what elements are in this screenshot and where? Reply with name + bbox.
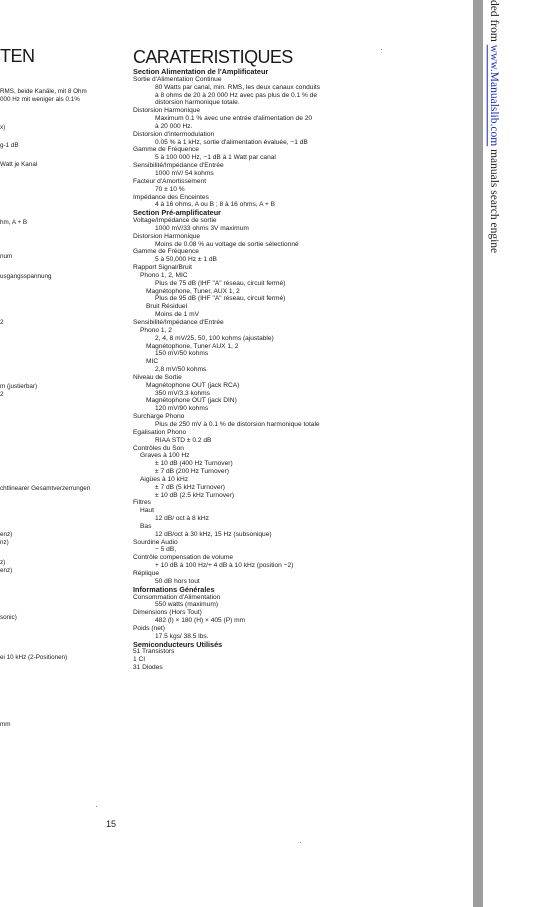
left-text-line: 000 Hz mit weniger als 0.1% bbox=[0, 96, 80, 103]
left-text-line: mm bbox=[0, 721, 11, 728]
spec-line: Sensibilité/Impédance d'Entrée bbox=[133, 319, 224, 326]
spec-line: ± 10 dB (400 Hz Turnover) bbox=[155, 460, 233, 468]
spec-line: 350 mV/3.3 kohms bbox=[155, 389, 210, 397]
spec-line: 150 mV/50 kohms bbox=[155, 350, 209, 358]
spec-line: Haut bbox=[140, 507, 154, 515]
spec-line: 120 mV/90 kohms bbox=[155, 405, 209, 413]
spec-line: Plus de 75 dB (IHF "A" réseau, circuit fermé) bbox=[155, 279, 286, 287]
left-column-heading: TEN bbox=[0, 46, 35, 66]
left-text-line: x) bbox=[0, 124, 6, 131]
left-text-line: enz) bbox=[0, 531, 13, 538]
spec-line: Plus de 95 dB (IHF "A" réseau, circuit fermé) bbox=[155, 295, 286, 303]
section-heading: Semiconducteurs Utilisés bbox=[133, 639, 223, 649]
spec-line: Dimensions (Hors Tout) bbox=[133, 609, 202, 617]
left-text-line: 2 bbox=[0, 319, 4, 326]
spec-line: 4 à 16 ohms, A ou B ; 8 à 16 ohms, A + B bbox=[155, 201, 276, 209]
scan-speck bbox=[300, 842, 301, 843]
spec-line: 482 (l) × 180 (H) × 405 (P) mm bbox=[155, 617, 246, 625]
spec-line: Distorsion Harmonique bbox=[133, 107, 201, 115]
left-text-line: chtlinearer Gesamtverzerrungen bbox=[0, 485, 91, 492]
spec-line: 17.5 kgs/ 38.5 lbs. bbox=[155, 632, 209, 640]
section-heading: Section Alimentation de l'Amplificateur bbox=[133, 67, 269, 76]
spec-line: 12 dB/ oct à 8 kHz bbox=[155, 515, 209, 523]
spec-line: 51 Transistors bbox=[133, 648, 175, 656]
spec-line: à 8 ohms de 20 à 20 000 Hz avec pas plus de 0.1 % de bbox=[155, 91, 318, 99]
spec-line: Niveau de Sortie bbox=[133, 373, 182, 381]
spec-line: 5 à 100 000 Hz, −1 dB à 1 Watt par canal bbox=[155, 154, 276, 162]
left-text-line: nz) bbox=[0, 539, 9, 546]
spec-line: 2,8 mV/50 kohms bbox=[155, 366, 207, 374]
spec-line: 0.05 % à 1 kHz, sortie d'alimentation évaluée, −1 dB bbox=[155, 138, 308, 146]
spec-line: Réplique bbox=[133, 570, 160, 577]
spec-line: Bas bbox=[140, 522, 152, 530]
spec-line: Moins de 0.08 % au voltage de sortie sélectionné bbox=[155, 240, 299, 248]
spec-line: Filtres bbox=[133, 499, 151, 507]
spec-line: Graves à 100 Hz bbox=[140, 452, 190, 460]
spec-line: ± 7 dB (200 Hz Turnover) bbox=[155, 468, 229, 476]
spec-line: Phono 1, 2, MIC bbox=[140, 271, 188, 279]
spec-line: Bruit Résiduel bbox=[146, 303, 188, 311]
spec-line: Impédance des Enceintes bbox=[133, 193, 209, 201]
specifications-column bbox=[133, 46, 463, 672]
section-heading: Section Pré-amplificateur bbox=[133, 208, 221, 218]
spec-line: Consommation d'Alimentation bbox=[133, 593, 221, 601]
watermark-prefix: ded from bbox=[488, 0, 500, 45]
left-text-line: RMS, beide Kanäle, mit 8 Ohm bbox=[0, 88, 87, 95]
scan-speck bbox=[381, 49, 382, 50]
spec-line: à 20 000 Hz. bbox=[155, 122, 193, 130]
spec-line: ± 10 dB (2.5 kHz Turnover) bbox=[155, 491, 235, 499]
left-text-line: num bbox=[0, 253, 13, 260]
spec-line: Sensibilité/Impédance d'Entrée bbox=[133, 162, 224, 170]
spec-line: Gamme de Fréquence bbox=[133, 248, 199, 256]
spec-line: Facteur d'Amortissement bbox=[133, 177, 207, 185]
left-text-line: 2 bbox=[0, 391, 4, 398]
spec-line: 12 dB/oct à 30 kHz, 15 Hz (subsonique) bbox=[155, 530, 272, 538]
watermark bbox=[486, 0, 500, 300]
spec-line: 1 CI bbox=[133, 656, 146, 664]
spec-line: 5 à 50,000 Hz ± 1 dB bbox=[155, 256, 217, 264]
left-text-line: sonic) bbox=[0, 614, 17, 621]
left-column-fragment bbox=[0, 46, 122, 728]
spec-line: 1000 mV/33 ohms 3V maximum bbox=[155, 224, 249, 232]
spec-line: Rapport Signal/Bruit bbox=[133, 264, 193, 272]
left-text-line: g-1 dB bbox=[0, 142, 19, 149]
spec-line: Surcharge Phono bbox=[133, 413, 185, 421]
watermark-link[interactable]: www.Manualslib.com bbox=[488, 44, 500, 147]
spec-line: 550 watts (maximum) bbox=[155, 601, 219, 609]
spec-line: Sourdine Audio bbox=[133, 538, 178, 546]
left-text-line: usgangsspannung bbox=[0, 273, 52, 280]
left-text-line: enz) bbox=[0, 567, 13, 574]
spec-line: 50 dB hors tout bbox=[155, 577, 200, 585]
spec-line: Gamme de Fréquence bbox=[133, 146, 199, 154]
left-text-line: Watt je Kanal bbox=[0, 161, 38, 168]
spec-line: 70 ± 10 % bbox=[155, 185, 185, 193]
left-text-line: m (justierbar) bbox=[0, 383, 38, 390]
page-number: 15 bbox=[106, 819, 117, 829]
left-text-line: hm, A + B bbox=[0, 219, 28, 226]
spec-line: Plus de 250 mV à 0.1 % de distorsion harmonique totale bbox=[155, 420, 320, 428]
spec-line: distorsion harmonique totale. bbox=[155, 99, 240, 107]
watermark-suffix: manuals search engine bbox=[488, 146, 500, 254]
section-heading: Informations Générales bbox=[133, 584, 215, 594]
spec-line: Phono 1, 2 bbox=[140, 326, 172, 334]
spec-line: RIAA STD ± 0.2 dB bbox=[155, 436, 212, 444]
spec-line: 2, 4, 8 mV/25, 50, 100 kohms (ajustable) bbox=[155, 334, 274, 342]
left-text-line: ei 10 kHz (2-Positionen) bbox=[0, 654, 68, 661]
spec-line: 1000 mV/ 54 kohms bbox=[155, 169, 214, 177]
spec-line: − 5 dB, bbox=[155, 546, 177, 554]
spec-line: 80 Watts par canal, min. RMS, les deux canaux conduits bbox=[155, 83, 321, 91]
spec-line: Contrôle compensation de volume bbox=[133, 554, 234, 562]
spec-line: Aigües à 10 kHz bbox=[140, 475, 189, 483]
page-title: CARATERISTIQUES bbox=[133, 47, 293, 67]
scrollbar-track[interactable] bbox=[473, 0, 483, 907]
spec-line: Moins de 1 mV bbox=[155, 311, 199, 319]
spec-line: + 10 dB à 100 Hz/+ 4 dB à 10 kHz (position −2) bbox=[155, 562, 294, 570]
spec-line: Magnétophone, Tuner, AUX 1, 2 bbox=[146, 287, 240, 295]
spec-line: Maximum 0.1 % avec une entrée d'alimentation de 20 bbox=[155, 115, 313, 123]
scan-speck bbox=[96, 806, 97, 807]
spec-line: Magnétophone OUT (jack RCA) bbox=[146, 381, 240, 389]
spec-line: Voltage/Impédance de sortie bbox=[133, 217, 217, 225]
spec-line: 31 Diodes bbox=[133, 664, 163, 672]
spec-line: Distorsion Harmonique bbox=[133, 232, 201, 240]
spec-line: Egalisation Phono bbox=[133, 428, 187, 436]
spec-line: Distorsion d'intermodulation bbox=[133, 130, 215, 138]
spec-line: MIC bbox=[146, 358, 159, 366]
spec-line: Poids (net) bbox=[133, 624, 165, 632]
spec-line: Magnétophone OUT (jack DIN) bbox=[146, 397, 237, 405]
spec-line: Contrôles du Son bbox=[133, 444, 184, 452]
spec-line: ± 7 dB (5 kHz Turnover) bbox=[155, 483, 225, 491]
spec-line: Magnétophone, Tuner AUX 1, 2 bbox=[146, 342, 239, 350]
left-text-line: z) bbox=[0, 559, 6, 566]
spec-line: Sortie d'Alimentation Continue bbox=[133, 75, 222, 83]
